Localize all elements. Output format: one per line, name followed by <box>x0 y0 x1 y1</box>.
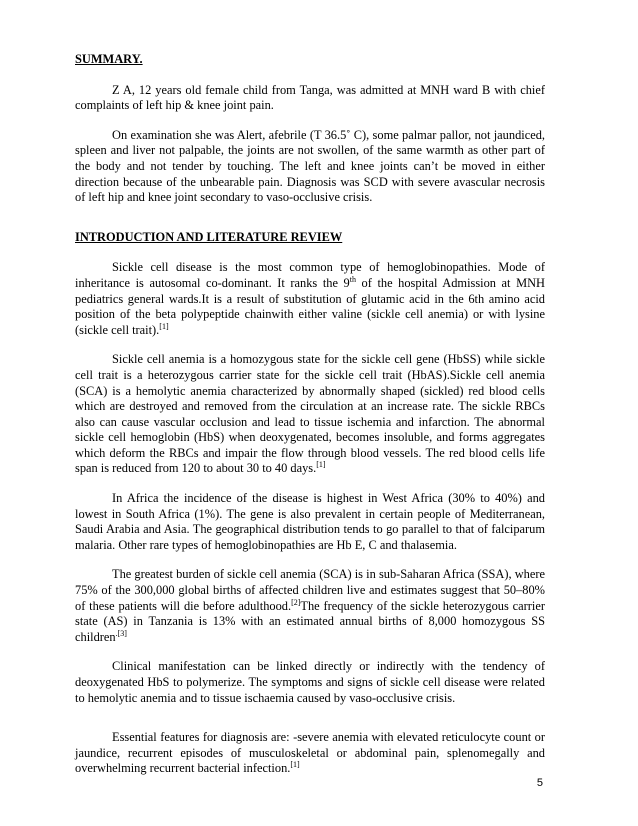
intro-paragraph-4 <box>75 567 545 645</box>
intro-p2-text: Sickle cell anemia is a homozygous state for the sickle cell gene (HbSS) while sickle cell trait is a heterozygous carrier state for the sickle cell trait (HbAS).Sickle cell anemia (SCA) is a hemolytic anemia characterized by abnormally shaped (sickled) red blood cells which are destroyed and removed from the circulation at an increase rate. The sickle RBCs also can cause vascular occlusion and lead to tissue ischemia and infarction. The abnormal sickle cell hemoglobin (HbS) when deoxygenated, becomes insoluble, and forms aggregates which deform the RBCs and impair the flow through blood vessels. The red blood cells life span is reduced from 120 to about 30 to 40 days. <box>75 352 545 476</box>
intro-paragraph-2 <box>75 352 545 477</box>
page-number: 5 <box>536 777 543 789</box>
citation-ref: [2] <box>291 597 301 607</box>
summary-paragraph-1: Z A, 12 years old female child from Tanga, was admitted at MNH ward B with chief complaints of left hip & knee joint pain. <box>75 82 545 113</box>
citation-ref: [1] <box>159 321 169 331</box>
intro-p6-text: Essential features for diagnosis are: -severe anemia with elevated reticulocyte count or jaundice, recurrent episodes of musculoskeletal or abdominal pain, splenomegally and overwhelming recurrent bacterial infection. <box>75 730 545 776</box>
citation-ref: [1] <box>290 760 300 770</box>
intro-p1-text-a: Sickle cell disease is the most common type of hemoglobinopathies. Mode of inheritance is autosomal co-dominant. It ranks the 9 <box>75 260 545 290</box>
intro-p4-text-a: The greatest burden of sickle cell anemia (SCA) is in sub-Saharan Africa (SSA), where 75% of the 300,000 global births of affected children live and estimates suggest that 50–80% of these patients will die before adulthood. <box>75 567 545 613</box>
intro-paragraph-1 <box>75 260 545 338</box>
summary-heading: SUMMARY. <box>75 52 143 66</box>
summary-paragraph-2: On examination she was Alert, afebrile (T 36.5˚ C), some palmar pallor, not jaundiced, spleen and liver not palpable, the joints are not swollen, of the same warmth as other part of the body and not tender by touching. The left and knee joints can’t be moved in either direction because of the unbearable pain. Diagnosis was SCD with severe avascular necrosis of left hip and knee joint secondary to vaso-occlusive crisis. <box>75 127 545 205</box>
intro-paragraph-6 <box>75 730 545 777</box>
citation-ref: [1] <box>316 460 326 470</box>
intro-p4-text-b: The frequency of the sickle heterozygous carrier state (AS) in Tanzania is 13% with an estimated annual births of 8,000 homozygous SS children <box>75 598 545 644</box>
ordinal-superscript: th <box>349 274 356 284</box>
intro-heading: INTRODUCTION AND LITERATURE REVIEW <box>75 229 343 244</box>
citation-ref: .[3] <box>115 628 127 638</box>
intro-paragraph-3: In Africa the incidence of the disease is highest in West Africa (30% to 40%) and lowest in South Africa (1%). The gene is also prevalent in certain people of Mediterranean, Saudi Arabia and Asia. The geographical distribution tends to go parallel to that of falciparum malaria. Other rare types of hemoglobinopathies are Hb E, C and thalasemia. <box>75 491 545 552</box>
intro-p1-text-b: of the hospital Admission at MNH pediatrics general wards.It is a result of substitution of glutamic acid in the 6th amino acid position of the beta polypeptide chainwith either valine (sickle cell anemia) or with lysine (sickle cell trait). <box>75 275 545 337</box>
intro-paragraph-5: Clinical manifestation can be linked directly or indirectly with the tendency of deoxygenated HbS to polymerize. The symptoms and signs of sickle cell disease were related to hemolytic anemia and to tissue ischaemia caused by vaso-occlusive crisis. <box>75 659 545 705</box>
